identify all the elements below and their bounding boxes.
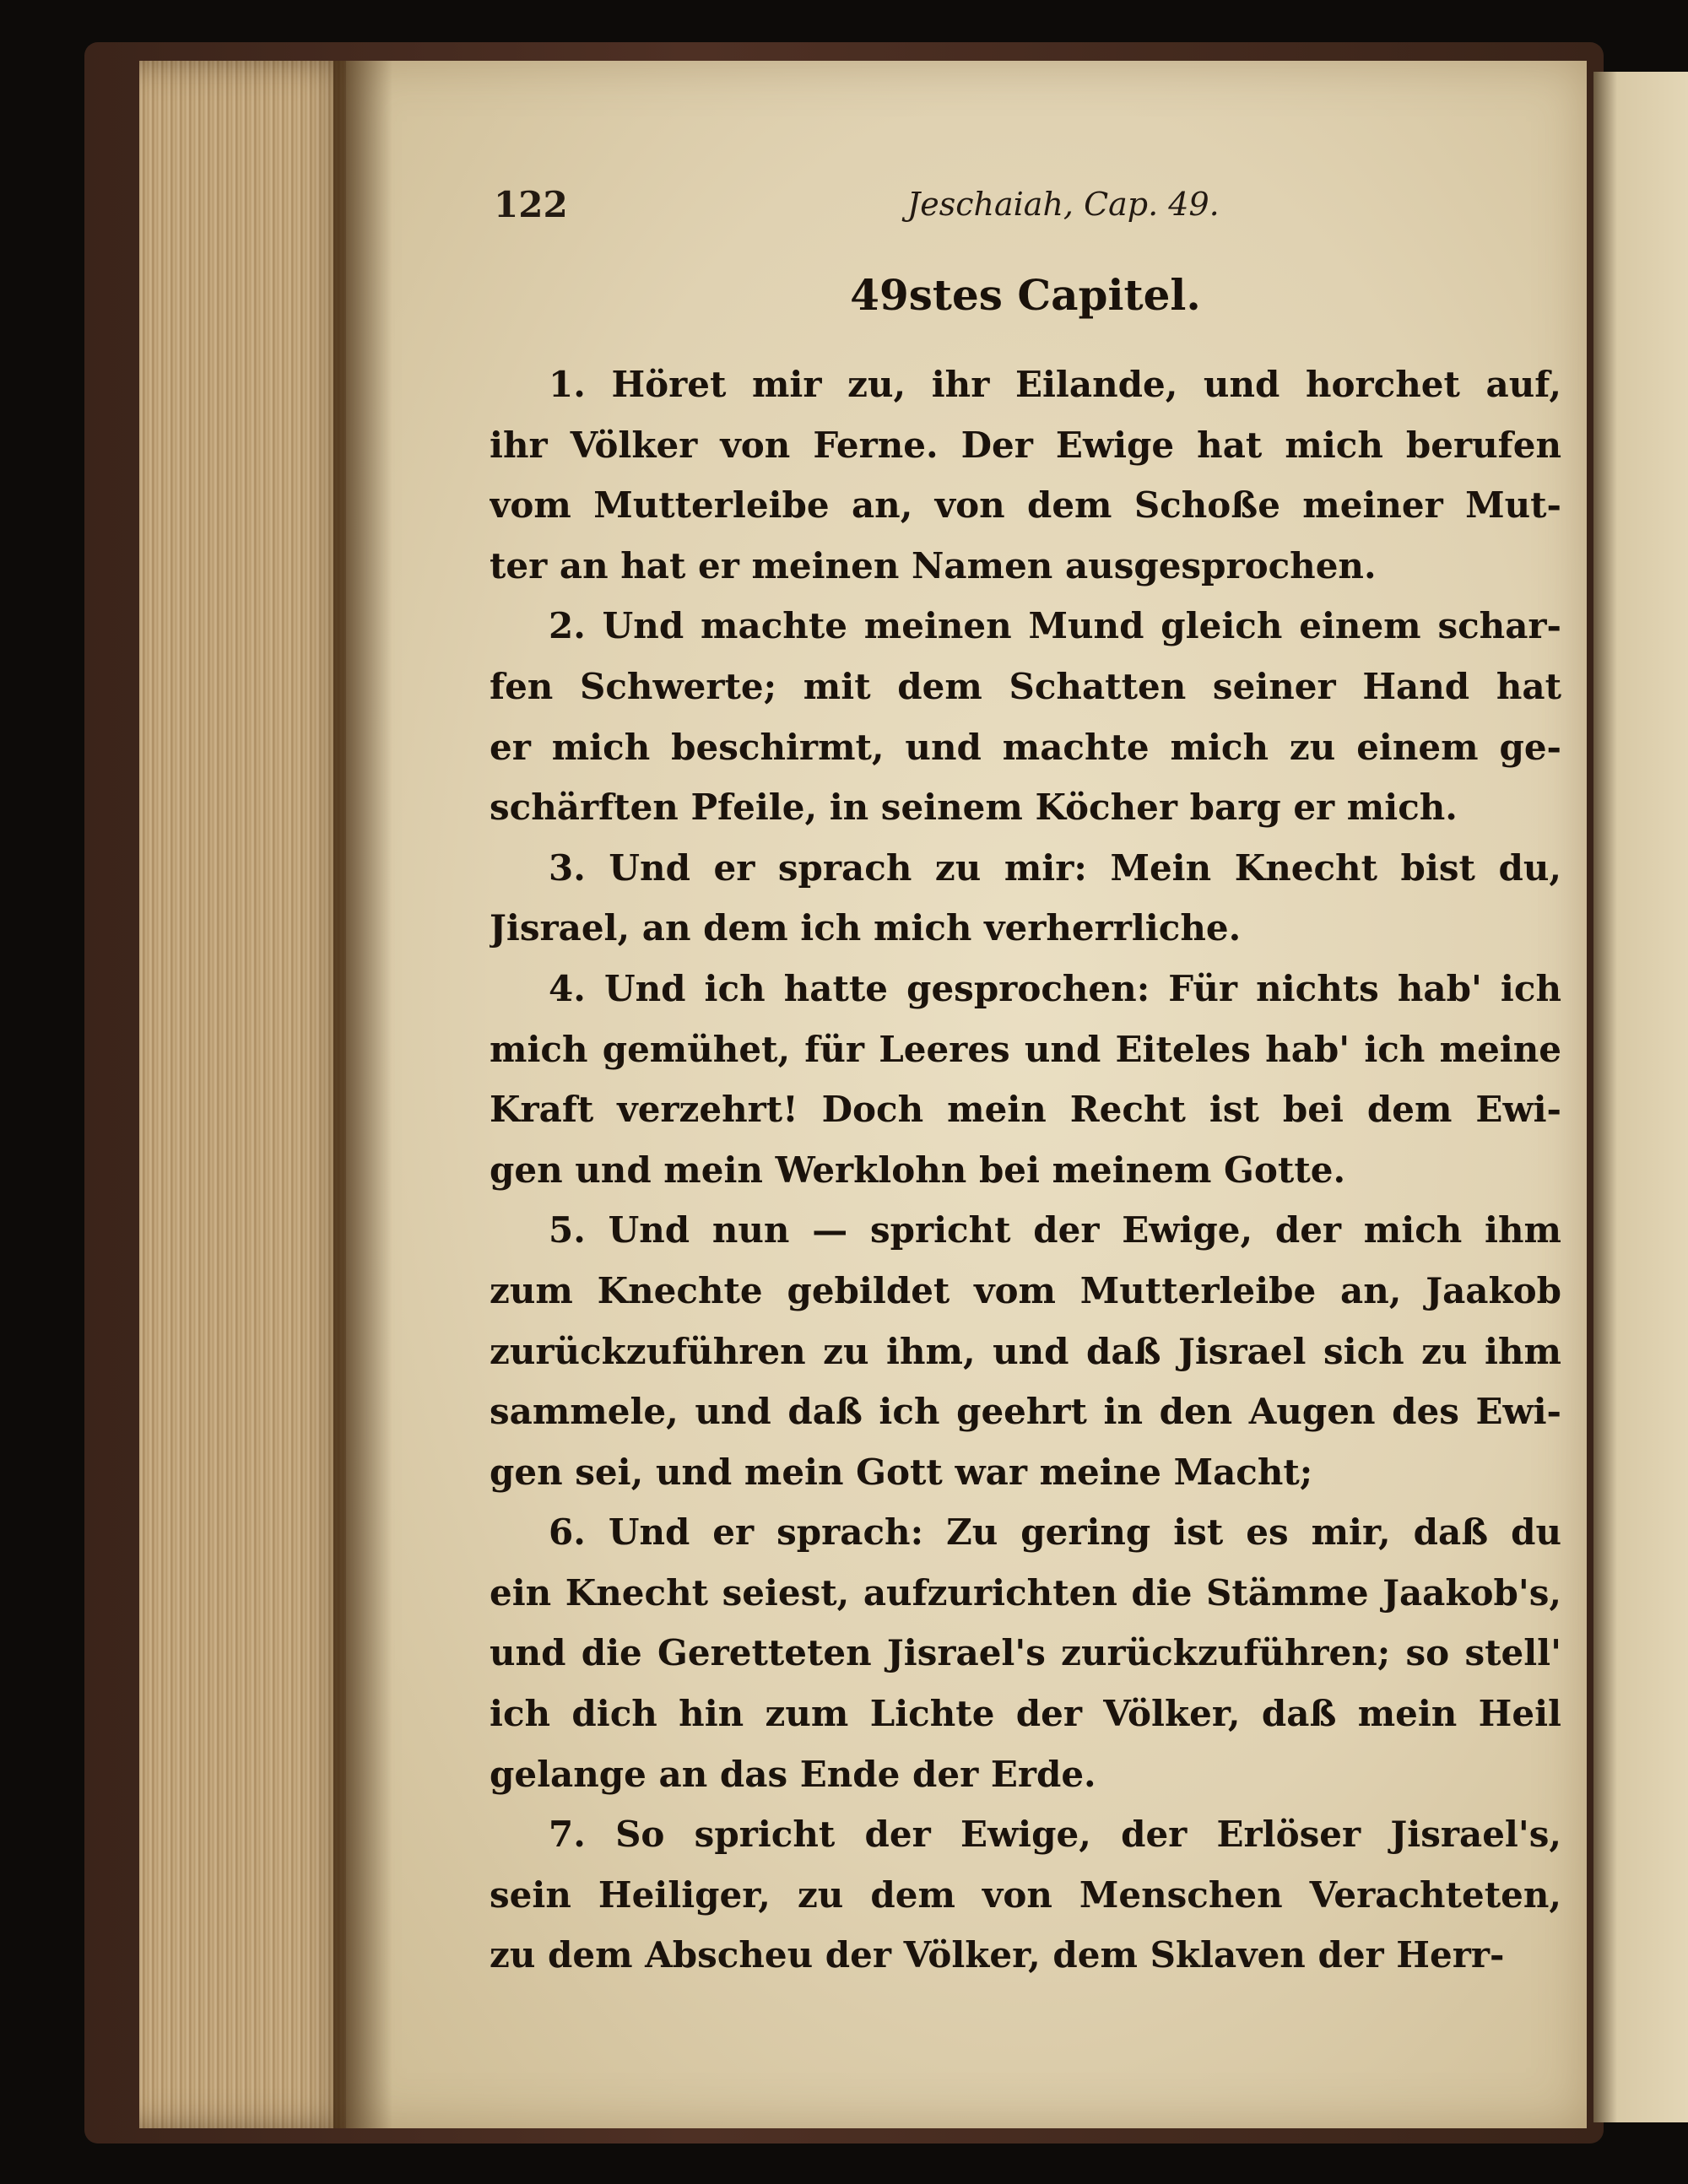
text-line: und die Geretteten Jisrael's zurückzuführen; so stell' [490,1632,1561,1674]
text-line: 5. Und nun — spricht der Ewige, der mich ihm [549,1209,1561,1251]
text-line: 6. Und er sprach: Zu gering ist es mir, daß du [549,1511,1561,1554]
gutter-shadow [333,61,392,2128]
page-number: 122 [494,184,568,225]
text-line: 2. Und machte meinen Mund gleich einem schar- [549,605,1561,647]
text-line: gelange an das Ende der Erde. [490,1753,1096,1795]
text-line: sein Heiliger, zu dem von Menschen Verachteten, [490,1873,1561,1916]
text-line: ich dich hin zum Lichte der Völker, daß mein Heil [490,1693,1561,1735]
verse-text [490,354,1561,1986]
text-line: gen und mein Werklohn bei meinem Gotte. [490,1149,1346,1191]
text-line: sammele, und daß ich geehrt in den Augen des Ewi- [490,1391,1561,1433]
running-head [494,184,1557,235]
chapter-heading: 49stes Capitel. [850,270,1201,320]
text-line: gen sei, und mein Gott war meine Macht; [490,1451,1313,1493]
verse-4 [490,959,1561,1200]
text-line: Kraft verzehrt! Doch mein Recht ist bei dem Ewi- [490,1089,1561,1131]
text-line: zum Knechte gebildet vom Mutterleibe an, Jaakob [490,1269,1561,1311]
verse-1 [490,354,1561,596]
text-line: zurückzuführen zu ihm, und daß Jisrael sich zu ihm [490,1330,1561,1372]
verse-6 [490,1502,1561,1804]
text-line: Jisrael, an dem ich mich verherrliche. [490,907,1242,949]
text-line: 3. Und er sprach zu mir: Mein Knecht bist du, [549,846,1561,889]
page-edges [139,61,363,2128]
text-line: 1. Höret mir zu, ihr Eilande, und horchet auf, [549,364,1561,405]
text-line: schärften Pfeile, in seinem Köcher barg er mich. [490,787,1458,829]
text-line: fen Schwerte; mit dem Schatten seiner Hand hat [490,665,1561,707]
text-line: 4. Und ich hatte gesprochen: Für nichts hab' ich [549,967,1561,1009]
verse-2 [490,596,1561,837]
verse-5 [490,1200,1561,1502]
text-line: ter an hat er meinen Namen ausgesprochen. [490,544,1377,587]
verse-7 [490,1804,1561,1986]
text-line: ein Knecht seiest, aufzurichten die Stämme Jaakob's, [490,1571,1561,1614]
text-line: ihr Völker von Ferne. Der Ewige hat mich berufen [490,424,1561,466]
facing-page-edge [1593,72,1688,2122]
text-line: vom Mutterleibe an, von dem Schoße meiner Mut- [490,484,1561,527]
text-line: 7. So spricht der Ewige, der Erlöser Jisrael's, [549,1814,1561,1856]
text-line: er mich beschirmt, und machte mich zu einem ge- [490,726,1561,768]
verse-3 [490,838,1561,959]
running-title: Jeschaiah, Cap. 49. [907,186,1220,223]
text-line: mich gemühet, für Leeres und Eiteles hab' ich meine [490,1028,1561,1070]
text-line: zu dem Abscheu der Völker, dem Sklaven der Herr- [490,1934,1505,1976]
